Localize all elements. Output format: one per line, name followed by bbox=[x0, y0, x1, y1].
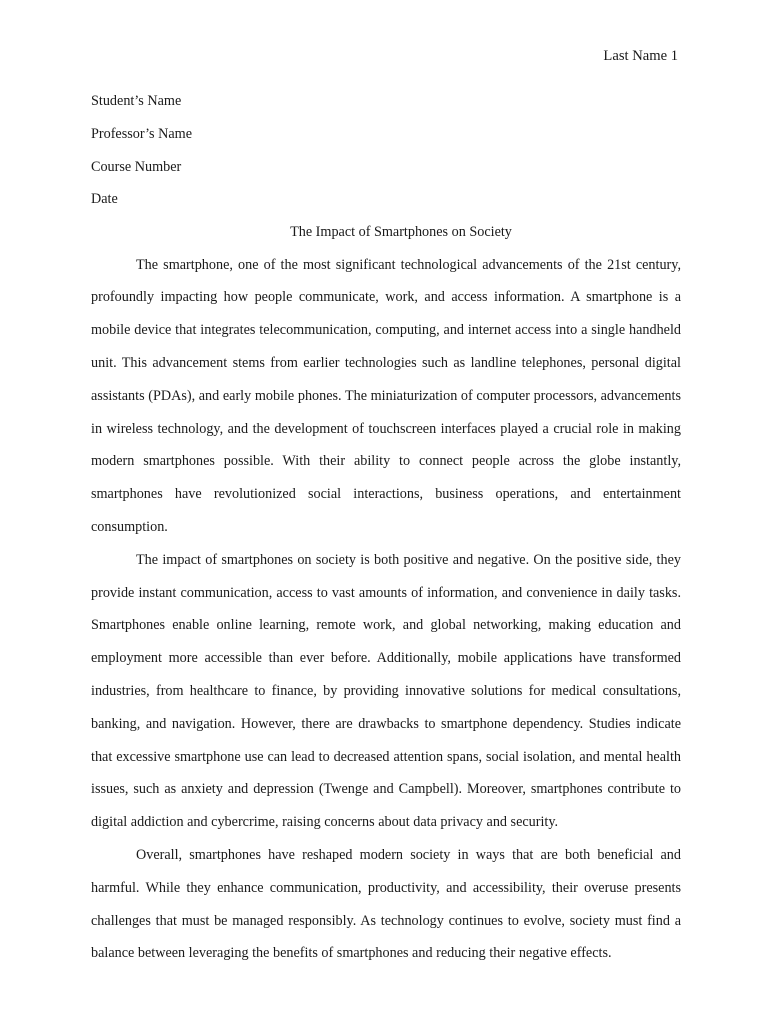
running-head: Last Name 1 bbox=[603, 48, 678, 64]
professor-name: Professor’s Name bbox=[91, 125, 193, 142]
paragraph-1: The smartphone, one of the most significant technological advancements of the 21st century, profoundly impacting how people communicate, work, and access information. A smartphone is a mobile device that integrates telecommunication, computing, and internet access into a single handheld unit. This advancement stems from earlier technologies such as landline telephones, personal digital assistants (PDAs), and early mobile phones. The miniaturization of computer processors, advancements in wireless technology, and the development of touchscreen interfaces played a crucial role in making modern smartphones possible. With their ability to connect people across the globe instantly, smartphones have revolutionized social interactions, business operations, and entertainment consumption. bbox=[91, 256, 681, 535]
document-body bbox=[91, 91, 681, 977]
paragraph-3: Overall, smartphones have reshaped modern society in ways that are both beneficial and harmful. While they enhance communication, productivity, and accessibility, their overuse presents challenges that must be managed responsibly. As technology continues to evolve, society must find a balance between leveraging the benefits of smartphones and reducing their negative effects. bbox=[91, 846, 681, 962]
essay-title: The Impact of Smartphones on Society bbox=[290, 224, 512, 241]
date-line: Date bbox=[91, 191, 118, 208]
paragraph-2: The impact of smartphones on society is both positive and negative. On the positive side, they provide instant communication, access to vast amounts of information, and convenience in daily tasks. Smartphones enable online learning, remote work, and global networking, making education and employment more accessible than ever before. Additionally, mobile applications have transformed industries, from healthcare to finance, by providing innovative solutions for medical consultations, banking, and navigation. However, there are drawbacks to smartphone dependency. Studies indicate that excessive smartphone use can lead to decreased attention spans, social isolation, and mental health issues, such as anxiety and depression (Twenge and Campbell). Moreover, smartphones contribute to digital addiction and cybercrime, raising concerns about data privacy and security. bbox=[91, 551, 681, 831]
course-number: Course Number bbox=[91, 158, 182, 175]
student-name: Student’s Name bbox=[91, 93, 182, 109]
